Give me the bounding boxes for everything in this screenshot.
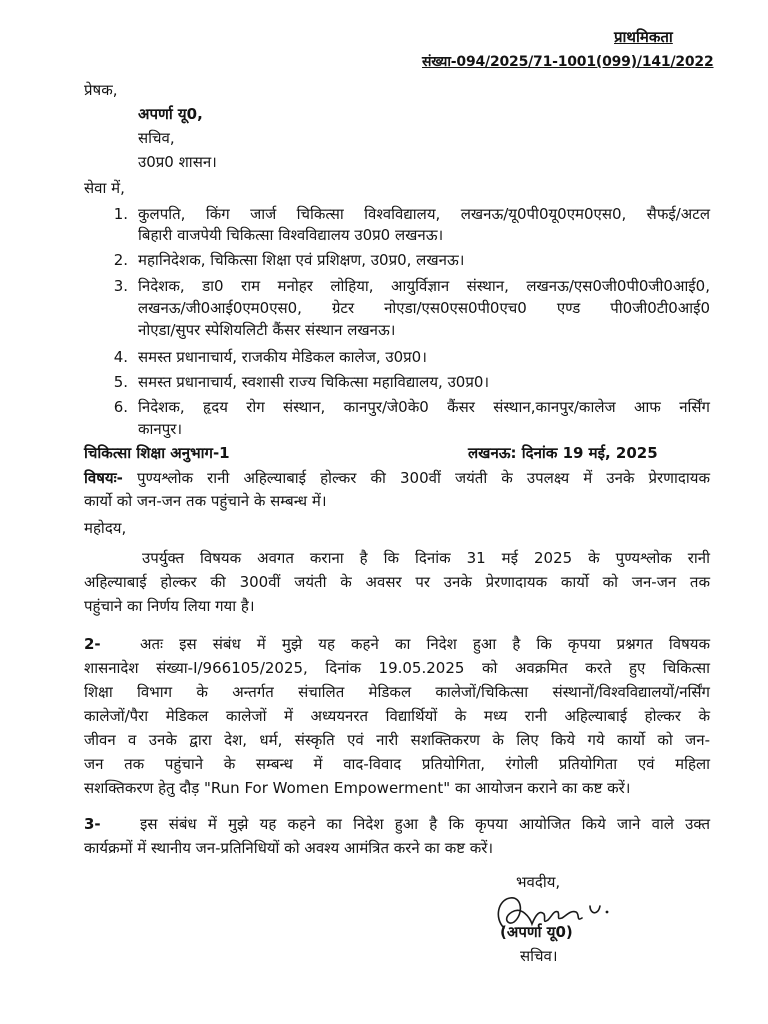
signatory-name: (अपर्णा यू0) [500,923,573,941]
recipient-number: 5. [113,373,128,391]
subject-line [84,468,710,488]
recipient-line: नोएडा/सुपर स्पेशियलिटी कैंसर संस्थान लखनऊ। [138,321,396,339]
sender-designation: सचिव, [138,129,175,147]
recipient-line: समस्त प्रधानाचार्य, स्वशासी राज्य चिकित्सा महाविद्यालय, उ0प्र0। [138,373,490,391]
paragraph-line: कालेजों/पैरा मेडिकल कालेजों में अध्ययनरत विद्यार्थियों के मध्य रानी अहिल्याबाई होल्कर के [84,707,710,725]
priority-label: प्राथमिकता [614,28,673,46]
closing-yours: भवदीय, [516,873,561,891]
salutation: महोदय, [84,519,127,537]
recipient-line: कानपुर। [138,420,183,438]
paragraph-number: 3- [84,815,101,833]
recipient-number: 1. [113,205,128,223]
paragraph-number: 2- [84,635,101,653]
sender-name: अपर्णा यू0, [138,105,203,123]
subject-label: विषयः- [84,469,123,487]
paragraph-line: सशक्तिकरण हेतु दौड़ "Run For Women Empowerment" का आयोजन कराने का कष्ट करें। [84,779,631,797]
paragraph-line: जीवन व उनके द्वारा देश, धर्म, संस्कृति एवं नारी सशक्तिकरण के लिए किये गये कार्यो को जन- [84,731,710,749]
paragraph-line: अतः इस संबंध में मुझे यह कहने का निदेश हुआ है कि कृपया प्रश्नगत विषयक [140,635,710,653]
paragraph-line: शासनादेश संख्या-I/966105/2025, दिनांक 19.05.2025 को अवक्रमित करते हुए चिकित्सा [84,659,710,677]
recipient-number: 4. [113,348,128,366]
subject-text: पुण्यश्लोक रानी अहिल्याबाई होल्कर की 300वीं जयंती के उपलक्ष्य में उनके प्रेरणादायक [122,469,710,487]
recipient-line: लखनऊ/जी0आई0एम0एस0, ग्रेटर नोएडा/एस0एस0पी0एच0 एण्ड पी0जी0टी0आई0 [138,299,710,317]
signatory-designation: सचिव। [520,947,558,965]
recipient-line: महानिदेशक, चिकित्सा शिक्षा एवं प्रशिक्षण, उ0प्र0, लखनऊ। [138,251,465,269]
paragraph-line: अहिल्याबाई होल्कर की 300वीं जयंती के अवसर पर उनके प्रेरणादायक कार्यो को जन-जन तक [84,573,710,591]
reference-number: संख्या-094/2025/71-1001(099)/141/2022 [422,54,714,70]
recipient-number: 3. [113,277,128,295]
recipient-number: 2. [113,251,128,269]
paragraph-line: कार्यक्रमों में स्थानीय जन-प्रतिनिधियों को अवश्य आमंत्रित करने का कष्ट करें। [84,839,494,857]
recipient-line: निदेशक, हृदय रोग संस्थान, कानपुर/जे0के0 कैंसर संस्थान,कानपुर/कालेज आफ नर्सिंग [138,398,710,416]
sender-office: उ0प्र0 शासन। [138,153,217,171]
paragraph-line: उपर्युक्त विषयक अवगत कराना है कि दिनांक 31 मई 2025 के पुण्यश्लोक रानी [142,549,710,567]
paragraph-line: इस संबंध में मुझे यह कहने का निदेश हुआ है कि कृपया आयोजित किये जाने वाले उक्त [140,815,710,833]
paragraph-line: जन तक पहुंचाने के सम्बन्ध में वाद-विवाद प्रतियोगिता, रंगोली प्रतियोगिता एवं महिला [84,755,710,773]
recipient-line: समस्त प्रधानाचार्य, राजकीय मेडिकल कालेज, उ0प्र0। [138,348,427,366]
recipient-line: निदेशक, डा0 राम मनोहर लोहिया, आयुर्विज्ञान संस्थान, लखनऊ/एस0जी0पी0जी0आई0, [138,277,710,295]
recipients-label: सेवा में, [84,179,125,197]
paragraph-line: शिक्षा विभाग के अन्तर्गत संचालित मेडिकल कालेजों/चिकित्सा संस्थानों/विश्वविद्यालयों/नर्सिंग [84,683,710,701]
section-name: चिकित्सा शिक्षा अनुभाग-1 [84,444,230,462]
place-date: लखनऊ: दिनांक 19 मई, 2025 [468,444,658,462]
recipient-line: कुलपति, किंग जार्ज चिकित्सा विश्वविद्यालय, लखनऊ/यू0पी0यू0एम0एस0, सैफई/अटल [138,205,710,223]
recipient-number: 6. [113,398,128,416]
subject-line-2: कार्यो को जन-जन तक पहुंचाने के सम्बन्ध में। [84,492,327,510]
sender-label: प्रेषक, [84,81,118,99]
recipient-line: बिहारी वाजपेयी चिकित्सा विश्वविद्यालय उ0प्र0 लखनऊ। [138,226,444,244]
paragraph-line: पहुंचाने का निर्णय लिया गया है। [84,597,255,615]
